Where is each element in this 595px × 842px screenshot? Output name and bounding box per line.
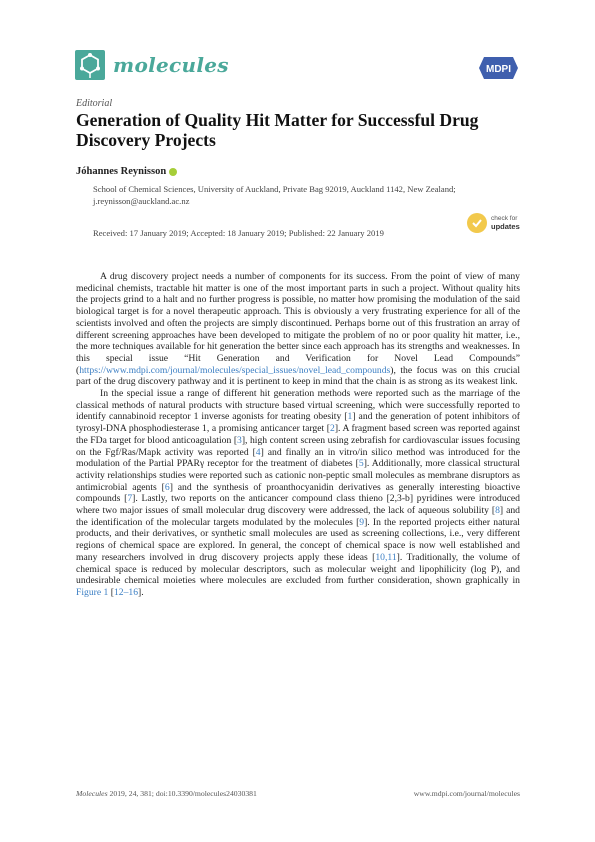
journal-name: molecules <box>113 53 229 77</box>
reference-link[interactable]: 3 <box>237 434 242 446</box>
footer-citation: Molecules 2019, 24, 381; doi:10.3390/molecules24030381 <box>76 789 257 798</box>
reference-link[interactable]: 10,11 <box>375 551 397 563</box>
reference-link[interactable]: 7 <box>127 493 133 505</box>
reference-link[interactable]: 8 <box>495 505 500 517</box>
footer-url[interactable]: www.mdpi.com/journal/molecules <box>413 789 520 798</box>
article-type: Editorial <box>76 98 113 109</box>
special-issue-link[interactable]: https://www.mdpi.com/journal/molecules/special_issues/novel_lead_compounds <box>79 364 391 376</box>
orcid-icon[interactable] <box>169 168 177 176</box>
reference-link[interactable]: 12–16 <box>113 586 139 598</box>
mdpi-logo-icon <box>479 57 518 79</box>
article-body <box>76 271 520 599</box>
paragraph-1: A drug discovery project needs a number of components for its success. From the point of view of many medicinal chemists, tractable hit matter is one of the most important parts in such a project. Without quality hits the projects grind to a halt and no further progress is possible, no matter how promising the modulation of the said biological target is for a novel therapeutic approach. This is obviously a very frustrating experience for all of the scientists involved and often the projects are simply discontinued. Perhaps borne out of this frustration an array of different screening approaches have been developed to mitigate the problem of no or poor quality hit matter, i.e., the more techniques available for hit generation the better since each approach has its strengths and weaknesses. In this special issue “Hit Generation and Verification for Novel Lead Compounds” (https://www.mdpi.com/journal/molecules/special_issues/novel_lead_compounds), the focus was on this crucial part of the drug discovery pathway and it is pertinent to keep in mind that the chain is as strong as its weakest link. <box>76 271 520 388</box>
hexagon-molecule-icon <box>75 50 105 80</box>
paragraph-2: In the special issue a range of different hit generation methods were reported such as the marriage of the classical methods of natural products with structure based virtual screening, which were successfully reported to identify cannabinoid receptor 1 inverse agonists for treating obesity [1] and the generation of potent inhibitors of tyrosyl-DNA phosphodiesterase 1, a promising anticancer target [2]. A fragment based screen was reported against the FDa target for blood anticoagulation [3], high content screen using zebrafish for cardiovascular issues focusing on the Fgf/Ras/Mapk activity was reported [4] and finally an in vitro/in silico method was introduced for the modulation of the Partial PPARγ receptor for the treatment of diabetes [5]. Additionally, more classical structural activity relationships studies were reported such as cationic non-peptic small molecules as membrane disruptors as antimicrobial agents [6] and the synthesis of proanthocyanidin derivatives as generally interesting bioactive compounds [7]. Lastly, two reports on the anticancer compound class thieno [2,3-b] pyridines were introduced where two major issues of small molecular drug discovery were addressed, the lack of aqueous solubility [8] and the identification of the molecular targets modulated by the molecules [9]. In the reported projects either natural products, and their derivatives, or synthetic small molecules are used as screening collections, i.e., very different regions of chemical space are explored. In general, the concept of chemical space is now well established and many researchers involved in drug discovery projects apply these ideas [10,11]. Traditionally, the volume of chemical space is reduced by molecular descriptors, such as molecular weight and lipophilicity (log P), and undesirable chemical moieties where molecules are excluded from further consideration, shown graphically in Figure 1 [12–16]. <box>76 388 520 598</box>
author-name: Jóhannes Reynisson <box>76 166 167 177</box>
updates-label: updates <box>491 222 520 231</box>
reference-link[interactable]: 2 <box>330 423 335 435</box>
figure-link[interactable]: Figure 1 <box>76 586 109 598</box>
reference-link[interactable]: 5 <box>358 458 364 470</box>
reference-link[interactable]: 1 <box>347 411 353 423</box>
article-title: Generation of Quality Hit Matter for Successful Drug Discovery Projects <box>76 110 479 150</box>
page-footer <box>76 789 520 798</box>
journal-logo <box>75 50 229 80</box>
check-for-updates-badge[interactable] <box>467 213 520 233</box>
reference-link[interactable]: 6 <box>164 481 170 493</box>
affiliation: School of Chemical Sciences, University of Auckland, Private Bag 92019, Auckland 1142, New Zealand; j.reynisson@auckland.ac.nz <box>93 184 456 206</box>
author-line <box>76 166 177 177</box>
reference-link[interactable]: 4 <box>255 446 261 458</box>
footer-journal: Molecules <box>76 789 108 798</box>
check-for-label: check for <box>491 215 518 222</box>
check-updates-icon <box>467 213 487 233</box>
publication-dates: Received: 17 January 2019; Accepted: 18 January 2019; Published: 22 January 2019 <box>93 228 384 238</box>
reference-link[interactable]: 9 <box>359 516 365 528</box>
mdpi-logo-text: MDPI <box>486 64 511 75</box>
